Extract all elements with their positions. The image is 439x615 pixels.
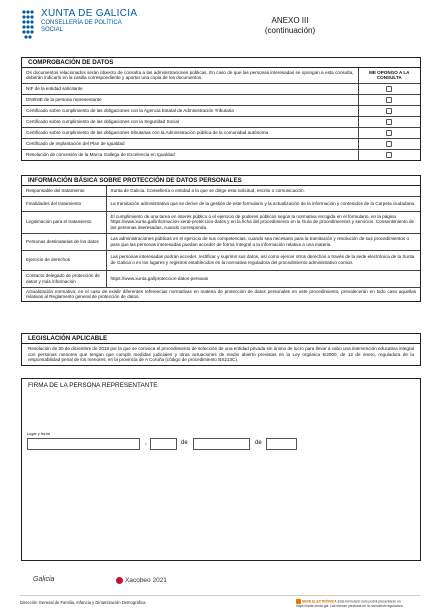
xacobeo-icon: [116, 577, 123, 584]
sede-text: Esta formulario solo podrá presentarse en https://sede.xunta.gal. Las formas previstas en la normativa reguladora.: [296, 599, 404, 608]
data-check-item: DNI/NIE de la persona representante: [22, 94, 358, 105]
annex-heading: [250, 16, 330, 36]
row-label: Finalidades del tratamiento: [22, 196, 106, 211]
table-row: [22, 211, 420, 233]
row-label: Ejercicio de derechos: [22, 250, 106, 270]
table-row: [22, 138, 420, 149]
data-protection-title: INFORMACIÓN BÁSICA SOBRE PROTECCIÓN DE DATOS PERSONALES: [22, 176, 420, 186]
signature-section: [21, 378, 421, 561]
data-protection-section: [21, 175, 421, 302]
oppose-checkbox[interactable]: [386, 119, 392, 125]
place-input[interactable]: [27, 438, 140, 450]
row-value: Las administraciones públicas en el ejercicio de sus competencias, cuando sea necesario para la tramitación y resolución de sus procedimientos o para que las personas interesadas puedan acceder de forma íntegral a la información relativa a una materia.: [106, 233, 420, 250]
xunta-logo: [41, 8, 141, 34]
place-date-label: Lugar y fecha: [27, 432, 51, 436]
table-row: [22, 233, 420, 250]
signature-title: FIRMA DE LA PERSONA REPRESENTANTE: [22, 379, 420, 389]
row-label: Personas destinatarias de los datos: [22, 233, 106, 250]
table-row: [22, 127, 420, 138]
oppose-checkbox[interactable]: [386, 86, 392, 92]
footer-divider: [20, 595, 420, 596]
table-row: [22, 105, 420, 116]
data-check-item: Resolución de concesión de la Marca Gallega de Excelencia en Igualdad: [26, 152, 175, 158]
xacobeo-label: Xacobeo 2021: [125, 577, 167, 585]
oppose-checkbox[interactable]: [386, 141, 392, 147]
data-check-intro: Os documentos relacionados serán obxecto de consulta a las administraciones públicas. En caso de que las personas interesadas se opongan a esta consulta, deberán indicarlo en la casilla correspondiente y aportar una copia de los documentos.: [22, 68, 358, 83]
table-row: [22, 287, 420, 301]
xunta-crest-icon: [20, 9, 36, 43]
data-check-title: COMPROBACIÓN DE DATOS: [22, 58, 420, 68]
table-row: [22, 186, 420, 196]
regulatory-update: Actualización normativa: en el caso de existir diferentes referencias normativas en materia de protección de datos personales en este procedimiento, prevalecerán en todo caso aquellas relativas al Reglamento general de protección de datos.: [26, 288, 416, 300]
table-row: [22, 116, 420, 127]
oppose-checkbox[interactable]: [386, 97, 392, 103]
row-label: Responsable del tratamiento: [22, 186, 106, 196]
data-check-item: Certificado sobre cumplimiento de las obligaciones tributarias con la Administración pública de la comunidad autónoma: [22, 127, 358, 138]
oppose-checkbox[interactable]: [386, 152, 392, 158]
electronic-office-note: [296, 599, 424, 608]
data-check-item: Certificado sobre cumplimiento de las obligaciones con la Agencia Estatal de Administración Tributaria: [22, 105, 358, 116]
row-value: El cumplimiento de una tarea en interés público o el ejercicio de poderes públicos según la normativa recogida en el formulario, en la página https://www.xunta.gal/informacion-xeral-proteccion-datos y en la ficha del procedimiento en la Guía de procedimientos y servicios. Consentimiento de las personas interesadas, cuando corresponda.: [106, 211, 420, 233]
data-check-header-row: [22, 68, 420, 83]
separator-comma: ,: [145, 440, 147, 446]
table-row: [22, 149, 420, 160]
data-check-item: NIF de la entidad solicitante: [22, 83, 358, 94]
separator-de: de: [181, 440, 188, 446]
table-row: [22, 83, 420, 94]
row-value: Las personas interesadas podrán acceder, rectificar y suprimir sus datos, así como ejercer otros derechos a través de la sede electrónica de la Xunta de Galicia o en los lugares y registros establecidos en la normativa reguladora del procedimiento administrativo común.: [106, 250, 420, 270]
row-value: https://www.xunta.gal/proteccion-datos-persoais: [106, 270, 420, 287]
row-label: Contacto delegado de protección de datos y más información: [22, 270, 106, 287]
table-row: [22, 270, 420, 287]
data-check-item: Certificado sobre cumplimiento de las obligaciones con la Seguridad Social: [22, 116, 358, 127]
row-value: Xunta de Galicia. Consellería o entidad a la que se dirige esta solicitud, escrito o comunicación.: [106, 186, 420, 196]
year-input[interactable]: [266, 438, 297, 450]
oppose-column-header: ME OPONGO A LA CONSULTA: [358, 68, 420, 83]
separator-de: de: [255, 440, 262, 446]
oppose-checkbox[interactable]: [386, 130, 392, 136]
month-input[interactable]: [193, 438, 250, 450]
logo-name: XUNTA DE GALICIA: [41, 8, 138, 19]
logo-department: CONSELLERÍA DE POLÍTICA SOCIAL: [41, 20, 122, 33]
data-protection-table: [22, 186, 420, 301]
row-label: Legitimación para el tratamiento: [22, 211, 106, 233]
oppose-checkbox[interactable]: [386, 108, 392, 114]
legislation-text: Resolución de 30 de diciembre de 2019 por la que se convoca el procedimiento de selección de una entidad privada sin ánimo de lucro para llevar a cabo una intervención educativa integral con personas menores que tengan que cumplir medidas judiciales y otras actuaciones de medio abierto previstas en la Ley orgánica 5/2000, de 12 de enero, reguladora de la responsabilidad penal de los menores, en la provincia de A Coruña (código de procedimiento BS213C).: [28, 346, 414, 363]
annex-title: ANEXO III: [271, 16, 309, 25]
row-value: La tramitación administrativa que se derive de la gestión de este formulario y la actualización de la información y contenidos de la Carpeta ciudadana.: [106, 196, 420, 211]
data-check-section: [21, 57, 421, 161]
legislation-section: [21, 333, 421, 366]
directorate-name: Dirección General de Familia, Infancia y Dinamización Demográfica: [20, 600, 146, 605]
table-row: [22, 250, 420, 270]
table-row: [22, 196, 420, 211]
data-check-table: [22, 68, 420, 160]
galicia-logo: Galicia: [33, 576, 55, 583]
sede-title: SEDE ELECTRÓNICA: [302, 599, 337, 604]
annex-subtitle: (continuación): [264, 26, 316, 35]
data-check-item: Certificado de implantación del Plan de Igualdad: [22, 138, 358, 149]
table-row: [22, 94, 420, 105]
day-input[interactable]: [150, 438, 177, 450]
legislation-title: LEGISLACIÓN APLICABLE: [22, 334, 420, 344]
xacobeo-logo: [116, 577, 167, 584]
